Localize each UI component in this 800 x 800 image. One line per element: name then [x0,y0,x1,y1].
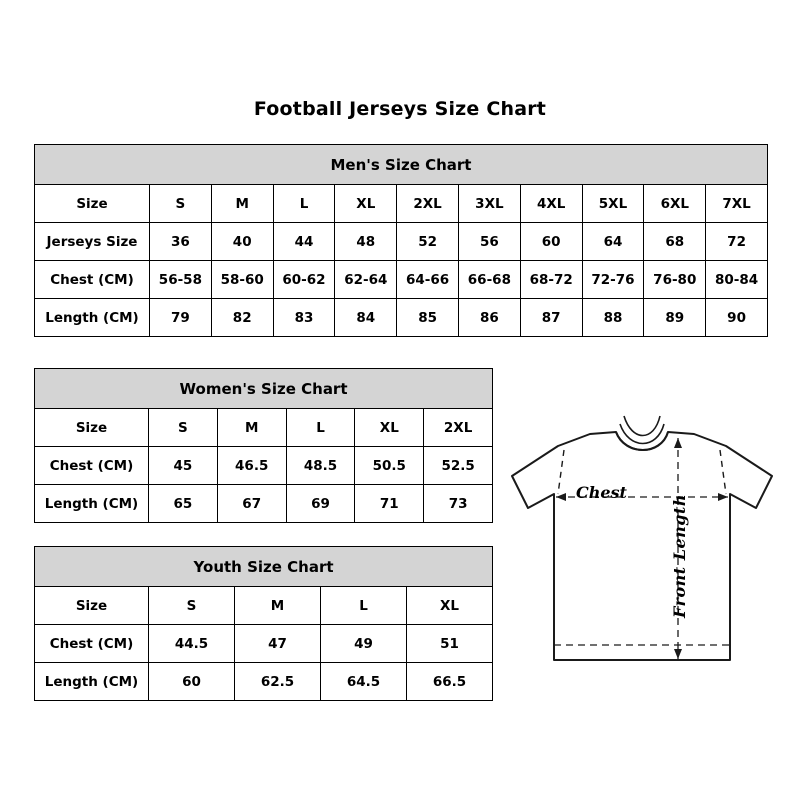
womens-section-heading: Women's Size Chart [35,369,493,409]
cell: 56-58 [150,261,212,299]
cell: S [150,185,212,223]
cell: 88 [582,299,644,337]
table-row [35,261,768,299]
cell: S [149,587,235,625]
mens-size-chart-table [34,144,768,337]
cell: 89 [644,299,706,337]
cell: 73 [424,485,493,523]
jersey-measurement-diagram [498,398,788,688]
table-row [35,485,493,523]
cell: 72-76 [582,261,644,299]
cell: 40 [211,223,273,261]
cell: XL [355,409,424,447]
cell: 60 [520,223,582,261]
table-row [35,663,493,701]
cell: 76-80 [644,261,706,299]
cell: 49 [321,625,407,663]
cell: 71 [355,485,424,523]
cell: M [217,409,286,447]
cell: 66-68 [458,261,520,299]
cell: L [321,587,407,625]
row-label-size: Size [35,587,149,625]
cell: 46.5 [217,447,286,485]
cell: 60 [149,663,235,701]
cell: 68-72 [520,261,582,299]
cell: 85 [397,299,459,337]
cell: 79 [150,299,212,337]
cell: 5XL [582,185,644,223]
cell: 66.5 [407,663,493,701]
cell: 2XL [424,409,493,447]
jersey-shirt-icon [498,398,788,688]
cell: 36 [150,223,212,261]
row-label-length: Length (CM) [35,663,149,701]
cell: 44 [273,223,335,261]
cell: 52 [397,223,459,261]
table-row [35,185,768,223]
row-label-size: Size [35,409,149,447]
cell: 60-62 [273,261,335,299]
row-label-chest: Chest (CM) [35,625,149,663]
row-label-chest: Chest (CM) [35,447,149,485]
cell: 2XL [397,185,459,223]
mens-size-chart-container [34,144,767,337]
table-row [35,447,493,485]
cell: 87 [520,299,582,337]
youth-section-heading: Youth Size Chart [35,547,493,587]
cell: 67 [217,485,286,523]
row-label-jerseys-size: Jerseys Size [35,223,150,261]
cell: 83 [273,299,335,337]
cell: 68 [644,223,706,261]
cell: 90 [706,299,768,337]
cell: 58-60 [211,261,273,299]
cell: 50.5 [355,447,424,485]
cell: 7XL [706,185,768,223]
womens-size-chart-container [34,368,492,523]
front-length-measurement-label: Front Length [670,494,689,619]
womens-size-chart-table [34,368,493,523]
cell: 45 [149,447,218,485]
cell: 86 [458,299,520,337]
cell: 44.5 [149,625,235,663]
table-row [35,223,768,261]
table-row [35,625,493,663]
page-title: Football Jerseys Size Chart [253,98,547,120]
youth-size-chart-table [34,546,493,701]
cell: L [273,185,335,223]
table-row [35,409,493,447]
cell: 3XL [458,185,520,223]
cell: 80-84 [706,261,768,299]
cell: 48 [335,223,397,261]
table-section-header-row [35,547,493,587]
chest-measurement-label: Chest [576,483,627,502]
cell: XL [407,587,493,625]
cell: 64-66 [397,261,459,299]
cell: S [149,409,218,447]
table-row [35,299,768,337]
mens-section-heading: Men's Size Chart [35,145,768,185]
table-section-header-row [35,145,768,185]
cell: 48.5 [286,447,355,485]
cell: 64.5 [321,663,407,701]
cell: 51 [407,625,493,663]
cell: 6XL [644,185,706,223]
cell: 62-64 [335,261,397,299]
cell: 56 [458,223,520,261]
row-label-chest: Chest (CM) [35,261,150,299]
row-label-size: Size [35,185,150,223]
cell: 4XL [520,185,582,223]
cell: XL [335,185,397,223]
cell: 82 [211,299,273,337]
cell: 64 [582,223,644,261]
cell: 72 [706,223,768,261]
cell: 52.5 [424,447,493,485]
cell: M [211,185,273,223]
cell: 84 [335,299,397,337]
cell: M [235,587,321,625]
table-section-header-row [35,369,493,409]
cell: 65 [149,485,218,523]
row-label-length: Length (CM) [35,299,150,337]
cell: 62.5 [235,663,321,701]
cell: 69 [286,485,355,523]
cell: 47 [235,625,321,663]
cell: L [286,409,355,447]
table-row [35,587,493,625]
youth-size-chart-container [34,546,492,701]
row-label-length: Length (CM) [35,485,149,523]
